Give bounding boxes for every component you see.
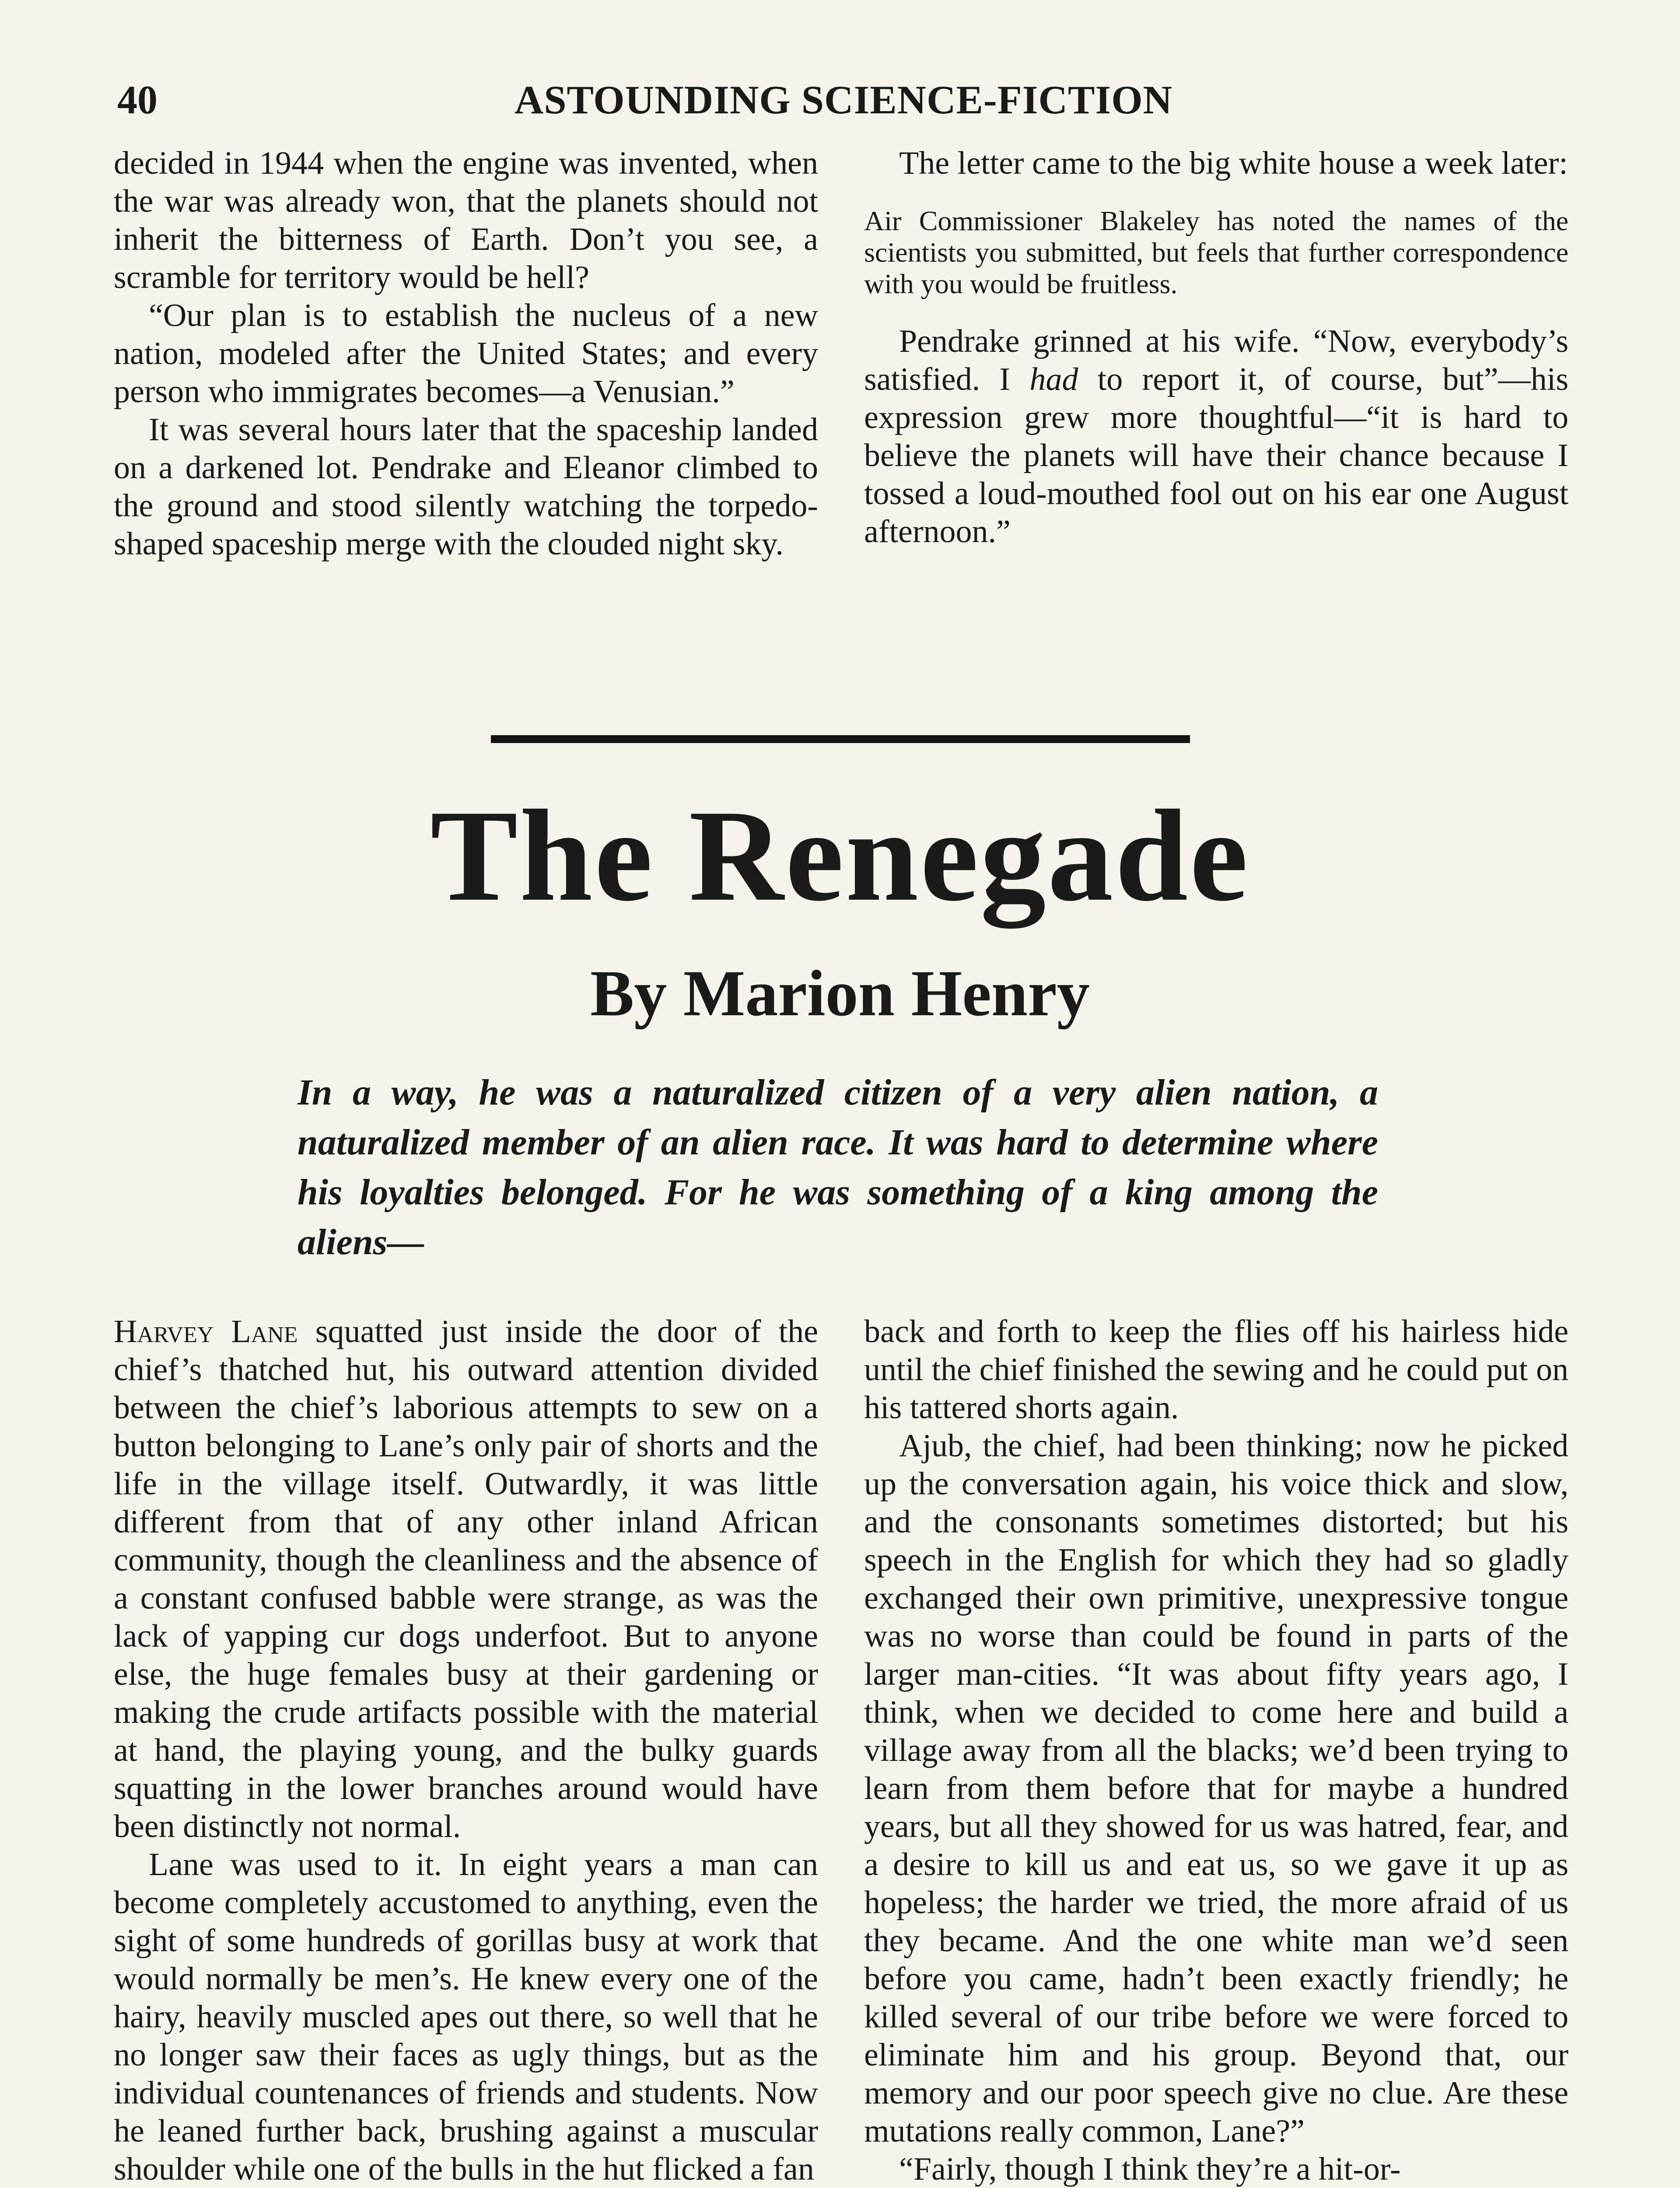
- section-divider: [491, 735, 1190, 743]
- paragraph: [864, 323, 1568, 551]
- paragraph: “Our plan is to establish the nucleus of a new nation, modeled after the United States; and every person who immigrates becomes—a Venusian.”: [114, 298, 818, 410]
- paragraph: It was several hours later that the spaceship landed on a darkened lot. Pendrake and Eleanor climbed to the ground and stood silently watching the torpedo-shaped spaceship merge with the clouded night sky.: [114, 412, 818, 562]
- top-left-column: [114, 144, 818, 563]
- letter-quote: Air Commissioner Blakeley has noted the names of the scientists you submitted, but feels that further correspondence with you would be fruitless.: [864, 205, 1568, 299]
- paragraph: Ajub, the chief, had been thinking; now he picked up the conversation again, his voice thick and slow, and the consonants sometimes distorted; but his speech in the English for which they had so gladly exchanged their own primitive, unexpressive tongue was no worse than could be found in parts of the larger man-cities. “It was about fifty years ago, I think, when we decided to come here and build a village away from all the blacks; we’d been trying to learn from them before that for maybe a hundred years, but all they showed for us was hatred, fear, and a desire to kill us and eat us, so we gave it up as hopeless; the harder we tried, the more afraid of us they became. And the one white man we’d seen before you came, hadn’t been exactly friendly; he killed several of our tribe before we were forced to eliminate him and his group. Beyond that, our memory and our poor speech give no clue. Are these mutations really common, Lane?”: [864, 1428, 1568, 2149]
- story-byline: By Marion Henry: [590, 957, 1090, 1030]
- paragraph: “Fairly, though I think they’re a hit-or-: [899, 2151, 1401, 2187]
- magazine-title: ASTOUNDING SCIENCE-FICTION: [514, 77, 1173, 122]
- paragraph: decided in 1944 when the engine was invented, when the war was already won, that the planets should not inherit the bitterness of Earth. Don’t you see, a scramble for territory would be hell?: [114, 145, 818, 295]
- paragraph: Lane was used to it. In eight years a man can become completely accustomed to anything, even the sight of some hundreds of gorillas busy at work that would normally be men’s. He knew every one of the hairy, heavily muscled apes out there, so well that he no longer saw their faces as ugly things, but as the individual countenances of friends and students. Now he leaned further back, brushing against a muscular shoulder while one of the bulls in the hut flicked a fan: [114, 1847, 818, 2187]
- top-right-column: [864, 144, 1568, 551]
- text-span: squatted just inside the door of the chief’s thatched hut, his outward attention divided between the chief’s laborious attempts to sew on a button belonging to Lane’s only pair of shorts and the life in the village itself. Outwardly, it was little different from that of any other inland African community, though the cleanliness and the absence of a constant confused babble were strange, as was the lack of yapping cur dogs underfoot. But to anyone else, the huge females busy at their gardening or making the crude artifacts possible with the material at hand, the playing young, and the bulky guards squatting in the lower branches around would have been distinctly not normal.: [114, 1314, 818, 1844]
- paragraph: [114, 1313, 818, 1846]
- story-blurb: In a way, he was a naturalized citizen of a very alien nation, a naturalized member of an alien race. It was hard to determine where his loyalties belonged. For he was something of a king among the aliens—: [298, 1072, 1378, 1262]
- lead-name: Harvey Lane: [114, 1314, 298, 1350]
- text-span: to report it, of course, but”—his expression grew more thoughtful—“it is hard to believe the planets will have their chance because I tossed a loud-mouthed fool out on his ear one August afternoon.”: [864, 361, 1569, 550]
- paragraph: The letter came to the big white house a week later:: [899, 145, 1568, 181]
- story-title: The Renegade: [430, 783, 1250, 928]
- text-span: Pendrake grinned at his wife. “Now, everybody’s satisfied. I: [864, 323, 1568, 397]
- paragraph: back and forth to keep the flies off his hairless hide until the chief finished the sewing and he could put on his tattered shorts again.: [864, 1314, 1568, 1426]
- main-right-column: [864, 1313, 1568, 2188]
- page-header: [117, 77, 1570, 133]
- page-number: 40: [117, 77, 158, 122]
- main-left-column: [114, 1313, 818, 2188]
- emphasis: had: [1029, 361, 1078, 397]
